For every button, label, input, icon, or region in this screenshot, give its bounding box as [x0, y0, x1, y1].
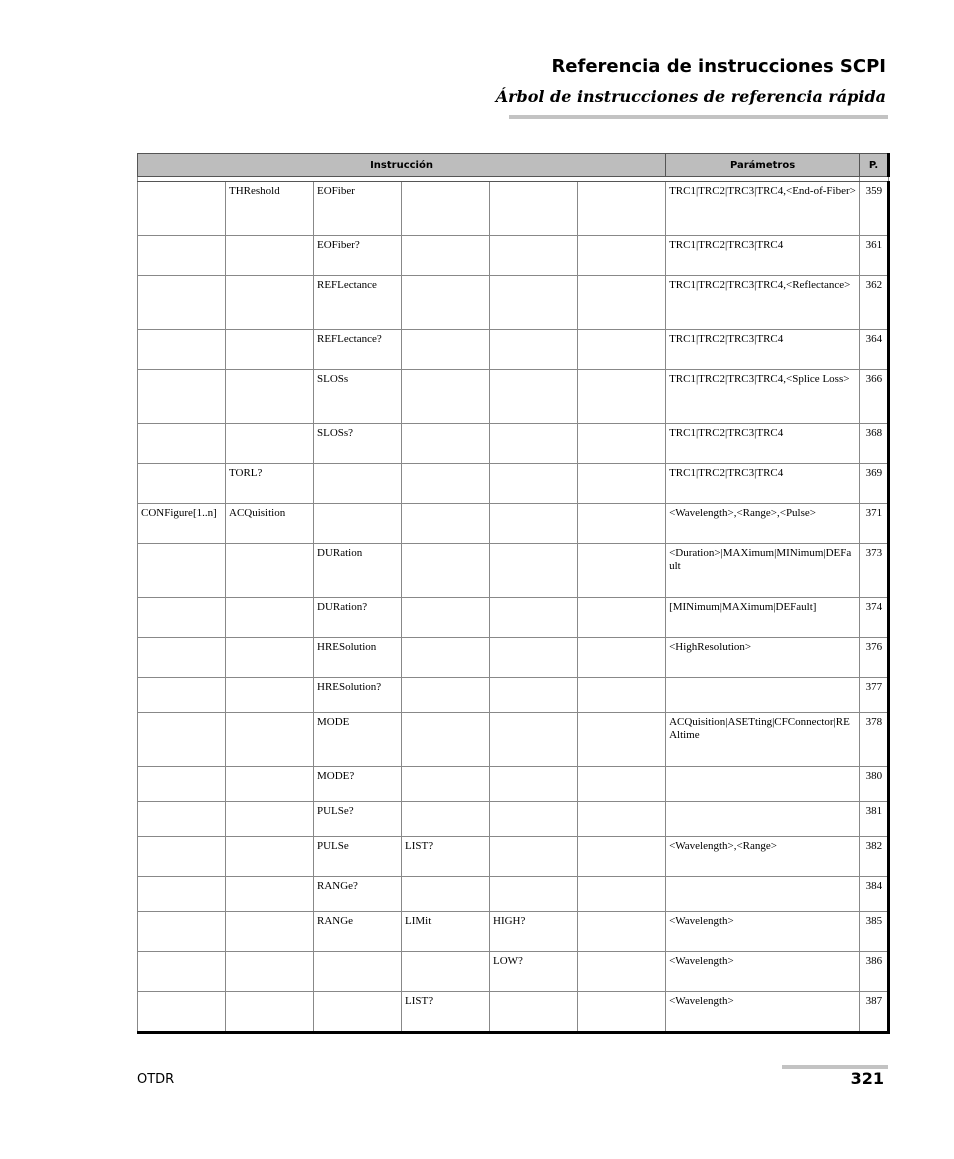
- cell-instruction-level-3: [314, 464, 402, 504]
- cell-instruction-level-1: [138, 182, 226, 236]
- cell-instruction-level-2: [226, 802, 314, 837]
- cell-instruction-level-5: [490, 544, 578, 598]
- cell-instruction-level-5: [490, 236, 578, 276]
- cell-instruction-level-1: [138, 992, 226, 1033]
- cell-instruction-level-5: [490, 678, 578, 713]
- cell-parameters: <Duration>|MAXimum|MINimum|DEFault: [666, 544, 860, 598]
- cell-instruction-level-3: SLOSs?: [314, 424, 402, 464]
- cell-instruction-level-1: [138, 236, 226, 276]
- cell-instruction-level-4: [402, 504, 490, 544]
- cell-instruction-level-3: MODE?: [314, 767, 402, 802]
- cell-instruction-level-2: TORL?: [226, 464, 314, 504]
- cell-instruction-level-5: [490, 802, 578, 837]
- table-row: [138, 912, 889, 952]
- cell-instruction-level-2: [226, 598, 314, 638]
- cell-instruction-level-6: [578, 912, 666, 952]
- cell-parameters: TRC1|TRC2|TRC3|TRC4,<Reflectance>: [666, 276, 860, 330]
- cell-parameters: <HighResolution>: [666, 638, 860, 678]
- cell-instruction-level-6: [578, 678, 666, 713]
- cell-instruction-level-1: [138, 330, 226, 370]
- table-row: [138, 236, 889, 276]
- cell-instruction-level-6: [578, 952, 666, 992]
- cell-instruction-level-3: HRESolution: [314, 638, 402, 678]
- cell-parameters: <Wavelength>,<Range>,<Pulse>: [666, 504, 860, 544]
- cell-page: 361: [860, 236, 889, 276]
- cell-instruction-level-4: [402, 802, 490, 837]
- cell-instruction-level-1: [138, 424, 226, 464]
- cell-page: 368: [860, 424, 889, 464]
- cell-instruction-level-3: MODE: [314, 713, 402, 767]
- cell-instruction-level-3: [314, 952, 402, 992]
- cell-instruction-level-5: [490, 370, 578, 424]
- cell-instruction-level-4: [402, 370, 490, 424]
- cell-parameters: TRC1|TRC2|TRC3|TRC4: [666, 464, 860, 504]
- table-row: [138, 182, 889, 236]
- cell-page: 386: [860, 952, 889, 992]
- instruction-table: [137, 153, 890, 1034]
- cell-instruction-level-4: [402, 638, 490, 678]
- cell-page: 366: [860, 370, 889, 424]
- cell-instruction-level-5: [490, 877, 578, 912]
- header-rule: [509, 115, 888, 119]
- table-row: [138, 504, 889, 544]
- cell-instruction-level-2: [226, 276, 314, 330]
- cell-instruction-level-1: [138, 464, 226, 504]
- header-instruction: Instrucción: [138, 154, 666, 177]
- cell-instruction-level-6: [578, 877, 666, 912]
- table-row: [138, 598, 889, 638]
- cell-instruction-level-1: [138, 370, 226, 424]
- cell-instruction-level-4: [402, 767, 490, 802]
- footer-page-number: 321: [850, 1069, 884, 1088]
- table-row: [138, 992, 889, 1033]
- cell-instruction-level-1: [138, 276, 226, 330]
- cell-page: 381: [860, 802, 889, 837]
- cell-instruction-level-4: LIMit: [402, 912, 490, 952]
- cell-instruction-level-1: [138, 837, 226, 877]
- cell-parameters: TRC1|TRC2|TRC3|TRC4: [666, 424, 860, 464]
- cell-instruction-level-5: [490, 330, 578, 370]
- cell-parameters: [MINimum|MAXimum|DEFault]: [666, 598, 860, 638]
- cell-instruction-level-5: [490, 464, 578, 504]
- cell-instruction-level-6: [578, 638, 666, 678]
- cell-instruction-level-6: [578, 598, 666, 638]
- cell-instruction-level-1: [138, 678, 226, 713]
- cell-instruction-level-5: [490, 424, 578, 464]
- cell-instruction-level-2: [226, 837, 314, 877]
- cell-page: 385: [860, 912, 889, 952]
- table-row: [138, 276, 889, 330]
- cell-instruction-level-2: THReshold: [226, 182, 314, 236]
- cell-instruction-level-6: [578, 236, 666, 276]
- cell-instruction-level-1: [138, 598, 226, 638]
- cell-instruction-level-6: [578, 370, 666, 424]
- page-title: Referencia de instrucciones SCPI: [551, 56, 886, 77]
- table-row: [138, 713, 889, 767]
- cell-parameters: <Wavelength>: [666, 912, 860, 952]
- header-page: P.: [860, 154, 889, 177]
- table-row: [138, 767, 889, 802]
- cell-instruction-level-6: [578, 544, 666, 598]
- cell-parameters: [666, 802, 860, 837]
- cell-instruction-level-5: [490, 713, 578, 767]
- cell-parameters: TRC1|TRC2|TRC3|TRC4: [666, 330, 860, 370]
- cell-instruction-level-1: [138, 912, 226, 952]
- cell-parameters: TRC1|TRC2|TRC3|TRC4,<End-of-Fiber>: [666, 182, 860, 236]
- cell-instruction-level-6: [578, 330, 666, 370]
- cell-instruction-level-2: [226, 330, 314, 370]
- cell-page: 378: [860, 713, 889, 767]
- cell-parameters: <Wavelength>: [666, 952, 860, 992]
- cell-instruction-level-2: [226, 678, 314, 713]
- cell-instruction-level-5: [490, 767, 578, 802]
- cell-instruction-level-2: [226, 236, 314, 276]
- cell-instruction-level-5: [490, 992, 578, 1033]
- cell-instruction-level-3: EOFiber?: [314, 236, 402, 276]
- cell-instruction-level-6: [578, 276, 666, 330]
- cell-instruction-level-1: [138, 638, 226, 678]
- cell-page: 371: [860, 504, 889, 544]
- cell-parameters: <Wavelength>,<Range>: [666, 837, 860, 877]
- cell-instruction-level-6: [578, 424, 666, 464]
- cell-instruction-level-6: [578, 713, 666, 767]
- cell-page: 382: [860, 837, 889, 877]
- cell-instruction-level-3: REFLectance: [314, 276, 402, 330]
- cell-instruction-level-4: [402, 678, 490, 713]
- cell-instruction-level-3: [314, 992, 402, 1033]
- cell-instruction-level-5: [490, 276, 578, 330]
- cell-instruction-level-6: [578, 837, 666, 877]
- cell-instruction-level-1: [138, 544, 226, 598]
- cell-page: 373: [860, 544, 889, 598]
- cell-parameters: <Wavelength>: [666, 992, 860, 1033]
- cell-instruction-level-2: [226, 992, 314, 1033]
- table-row: [138, 370, 889, 424]
- cell-page: 362: [860, 276, 889, 330]
- cell-instruction-level-6: [578, 464, 666, 504]
- table-row: [138, 464, 889, 504]
- cell-instruction-level-2: [226, 370, 314, 424]
- cell-parameters: TRC1|TRC2|TRC3|TRC4: [666, 236, 860, 276]
- cell-instruction-level-3: RANGe?: [314, 877, 402, 912]
- cell-page: 374: [860, 598, 889, 638]
- cell-instruction-level-4: [402, 544, 490, 598]
- cell-instruction-level-3: HRESolution?: [314, 678, 402, 713]
- cell-instruction-level-3: PULSe?: [314, 802, 402, 837]
- cell-instruction-level-4: [402, 424, 490, 464]
- cell-instruction-level-6: [578, 767, 666, 802]
- cell-instruction-level-6: [578, 992, 666, 1033]
- cell-instruction-level-3: DURation: [314, 544, 402, 598]
- cell-instruction-level-4: [402, 236, 490, 276]
- cell-parameters: [666, 678, 860, 713]
- cell-instruction-level-3: [314, 504, 402, 544]
- cell-instruction-level-5: [490, 182, 578, 236]
- cell-page: 359: [860, 182, 889, 236]
- cell-instruction-level-2: ACQuisition: [226, 504, 314, 544]
- cell-instruction-level-1: [138, 802, 226, 837]
- cell-page: 377: [860, 678, 889, 713]
- cell-instruction-level-4: [402, 877, 490, 912]
- cell-instruction-level-6: [578, 802, 666, 837]
- cell-instruction-level-3: DURation?: [314, 598, 402, 638]
- cell-instruction-level-2: [226, 952, 314, 992]
- table-row: [138, 330, 889, 370]
- cell-instruction-level-2: [226, 767, 314, 802]
- cell-instruction-level-5: HIGH?: [490, 912, 578, 952]
- table-row: [138, 802, 889, 837]
- cell-instruction-level-6: [578, 182, 666, 236]
- cell-instruction-level-4: [402, 598, 490, 638]
- cell-instruction-level-1: [138, 952, 226, 992]
- cell-instruction-level-2: [226, 424, 314, 464]
- cell-instruction-level-4: [402, 713, 490, 767]
- table-row: [138, 424, 889, 464]
- cell-instruction-level-4: [402, 330, 490, 370]
- cell-page: 387: [860, 992, 889, 1033]
- cell-instruction-level-4: LIST?: [402, 837, 490, 877]
- cell-instruction-level-6: [578, 504, 666, 544]
- cell-instruction-level-4: [402, 276, 490, 330]
- cell-page: 376: [860, 638, 889, 678]
- cell-page: 384: [860, 877, 889, 912]
- cell-page: 380: [860, 767, 889, 802]
- cell-instruction-level-2: [226, 713, 314, 767]
- cell-instruction-level-2: [226, 912, 314, 952]
- cell-instruction-level-4: [402, 952, 490, 992]
- cell-instruction-level-2: [226, 877, 314, 912]
- cell-instruction-level-4: [402, 182, 490, 236]
- cell-instruction-level-2: [226, 638, 314, 678]
- cell-page: 364: [860, 330, 889, 370]
- table-row: [138, 638, 889, 678]
- cell-instruction-level-5: [490, 598, 578, 638]
- cell-instruction-level-3: PULSe: [314, 837, 402, 877]
- cell-instruction-level-5: [490, 837, 578, 877]
- cell-parameters: [666, 877, 860, 912]
- cell-parameters: ACQuisition|ASETting|CFConnector|REAltime: [666, 713, 860, 767]
- table-row: [138, 877, 889, 912]
- table-row: [138, 952, 889, 992]
- cell-instruction-level-1: [138, 767, 226, 802]
- header-parameters: Parámetros: [666, 154, 860, 177]
- cell-instruction-level-3: SLOSs: [314, 370, 402, 424]
- cell-instruction-level-4: [402, 464, 490, 504]
- table-row: [138, 837, 889, 877]
- cell-instruction-level-3: EOFiber: [314, 182, 402, 236]
- cell-page: 369: [860, 464, 889, 504]
- cell-instruction-level-1: [138, 877, 226, 912]
- table-row: [138, 544, 889, 598]
- cell-instruction-level-4: LIST?: [402, 992, 490, 1033]
- cell-instruction-level-3: REFLectance?: [314, 330, 402, 370]
- page-subtitle: Árbol de instrucciones de referencia rápida: [495, 87, 886, 106]
- cell-instruction-level-1: CONFigure[1..n]: [138, 504, 226, 544]
- cell-instruction-level-3: RANGe: [314, 912, 402, 952]
- cell-instruction-level-2: [226, 544, 314, 598]
- cell-parameters: TRC1|TRC2|TRC3|TRC4,<Splice Loss>: [666, 370, 860, 424]
- cell-instruction-level-5: [490, 638, 578, 678]
- footer-product: OTDR: [137, 1072, 175, 1087]
- cell-instruction-level-1: [138, 713, 226, 767]
- table-body: [138, 177, 889, 1033]
- table-row: [138, 678, 889, 713]
- cell-instruction-level-5: LOW?: [490, 952, 578, 992]
- cell-parameters: [666, 767, 860, 802]
- cell-instruction-level-5: [490, 504, 578, 544]
- table-header-row: [138, 154, 889, 177]
